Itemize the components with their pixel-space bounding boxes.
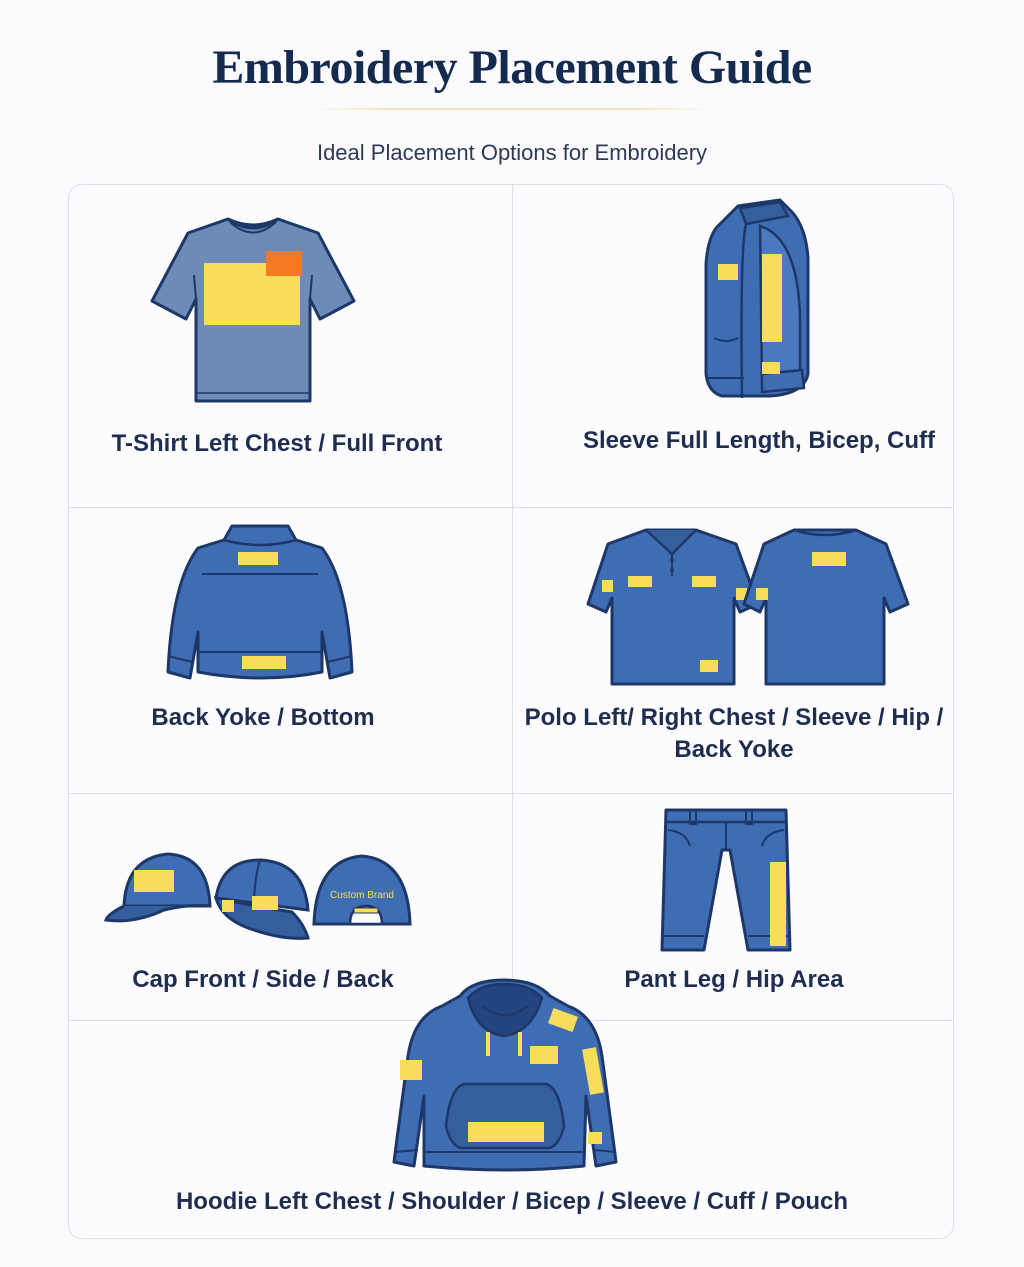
- grid-divider-vertical: [512, 185, 513, 1020]
- hoodie-left-chest-area: [530, 1046, 558, 1064]
- polo-back-yoke-area: [812, 552, 846, 566]
- cap-side-area: [252, 896, 278, 910]
- grid-divider-row2: [69, 793, 953, 794]
- back-bottom-area: [242, 656, 286, 669]
- tshirt-left-chest-area: [266, 251, 302, 276]
- sleeve-full-length-area: [762, 254, 782, 342]
- hoodie-icon: [390, 976, 620, 1176]
- jacket-back-icon: [162, 522, 358, 688]
- hoodie-label: Hoodie Left Chest / Shoulder / Bicep / Sleeve / Cuff / Pouch: [175, 1188, 849, 1215]
- jacket-sleeve-icon: [700, 198, 816, 404]
- polo-sleeve-area-left: [602, 580, 613, 592]
- back-label: Back Yoke / Bottom: [151, 704, 375, 731]
- hoodie-pouch-area: [468, 1122, 544, 1142]
- hoodie-bicep-area: [400, 1060, 422, 1080]
- polo-label-line2: Back Yoke: [674, 736, 794, 763]
- cap-icon: [104, 850, 416, 946]
- polo-label: [514, 702, 954, 766]
- title-divider: [312, 108, 712, 110]
- tshirt-label: T-Shirt Left Chest / Full Front: [111, 430, 443, 457]
- sleeve-cuff-area: [762, 362, 780, 374]
- tshirt-icon: [150, 215, 356, 405]
- sleeve-bicep-area: [718, 264, 738, 280]
- polo-label-line1: Polo Left/ Right Chest / Sleeve / Hip /: [524, 704, 944, 731]
- pant-leg-area: [770, 862, 786, 946]
- pants-icon: [660, 806, 792, 954]
- polo-back-sleeve-area: [756, 588, 768, 600]
- page-subtitle: Ideal Placement Options for Embroidery: [316, 140, 708, 165]
- polo-right-chest-area: [692, 576, 716, 587]
- polo-icon: [586, 524, 910, 688]
- pant-label: Pant Leg / Hip Area: [624, 966, 844, 993]
- hoodie-cuff-area: [588, 1132, 602, 1144]
- back-yoke-area: [238, 552, 278, 565]
- sleeve-label: Sleeve Full Length, Bicep, Cuff: [582, 427, 936, 454]
- polo-hip-area: [700, 660, 718, 672]
- grid-divider-row1: [69, 507, 953, 508]
- cap-label: Cap Front / Side / Back: [132, 966, 394, 993]
- cap-back-text: Custom Brand: [330, 890, 394, 901]
- polo-left-chest-area: [628, 576, 652, 587]
- cap-side-small-area: [222, 900, 234, 912]
- cap-front-area: [134, 870, 174, 892]
- page-title: Embroidery Placement Guide: [212, 41, 812, 94]
